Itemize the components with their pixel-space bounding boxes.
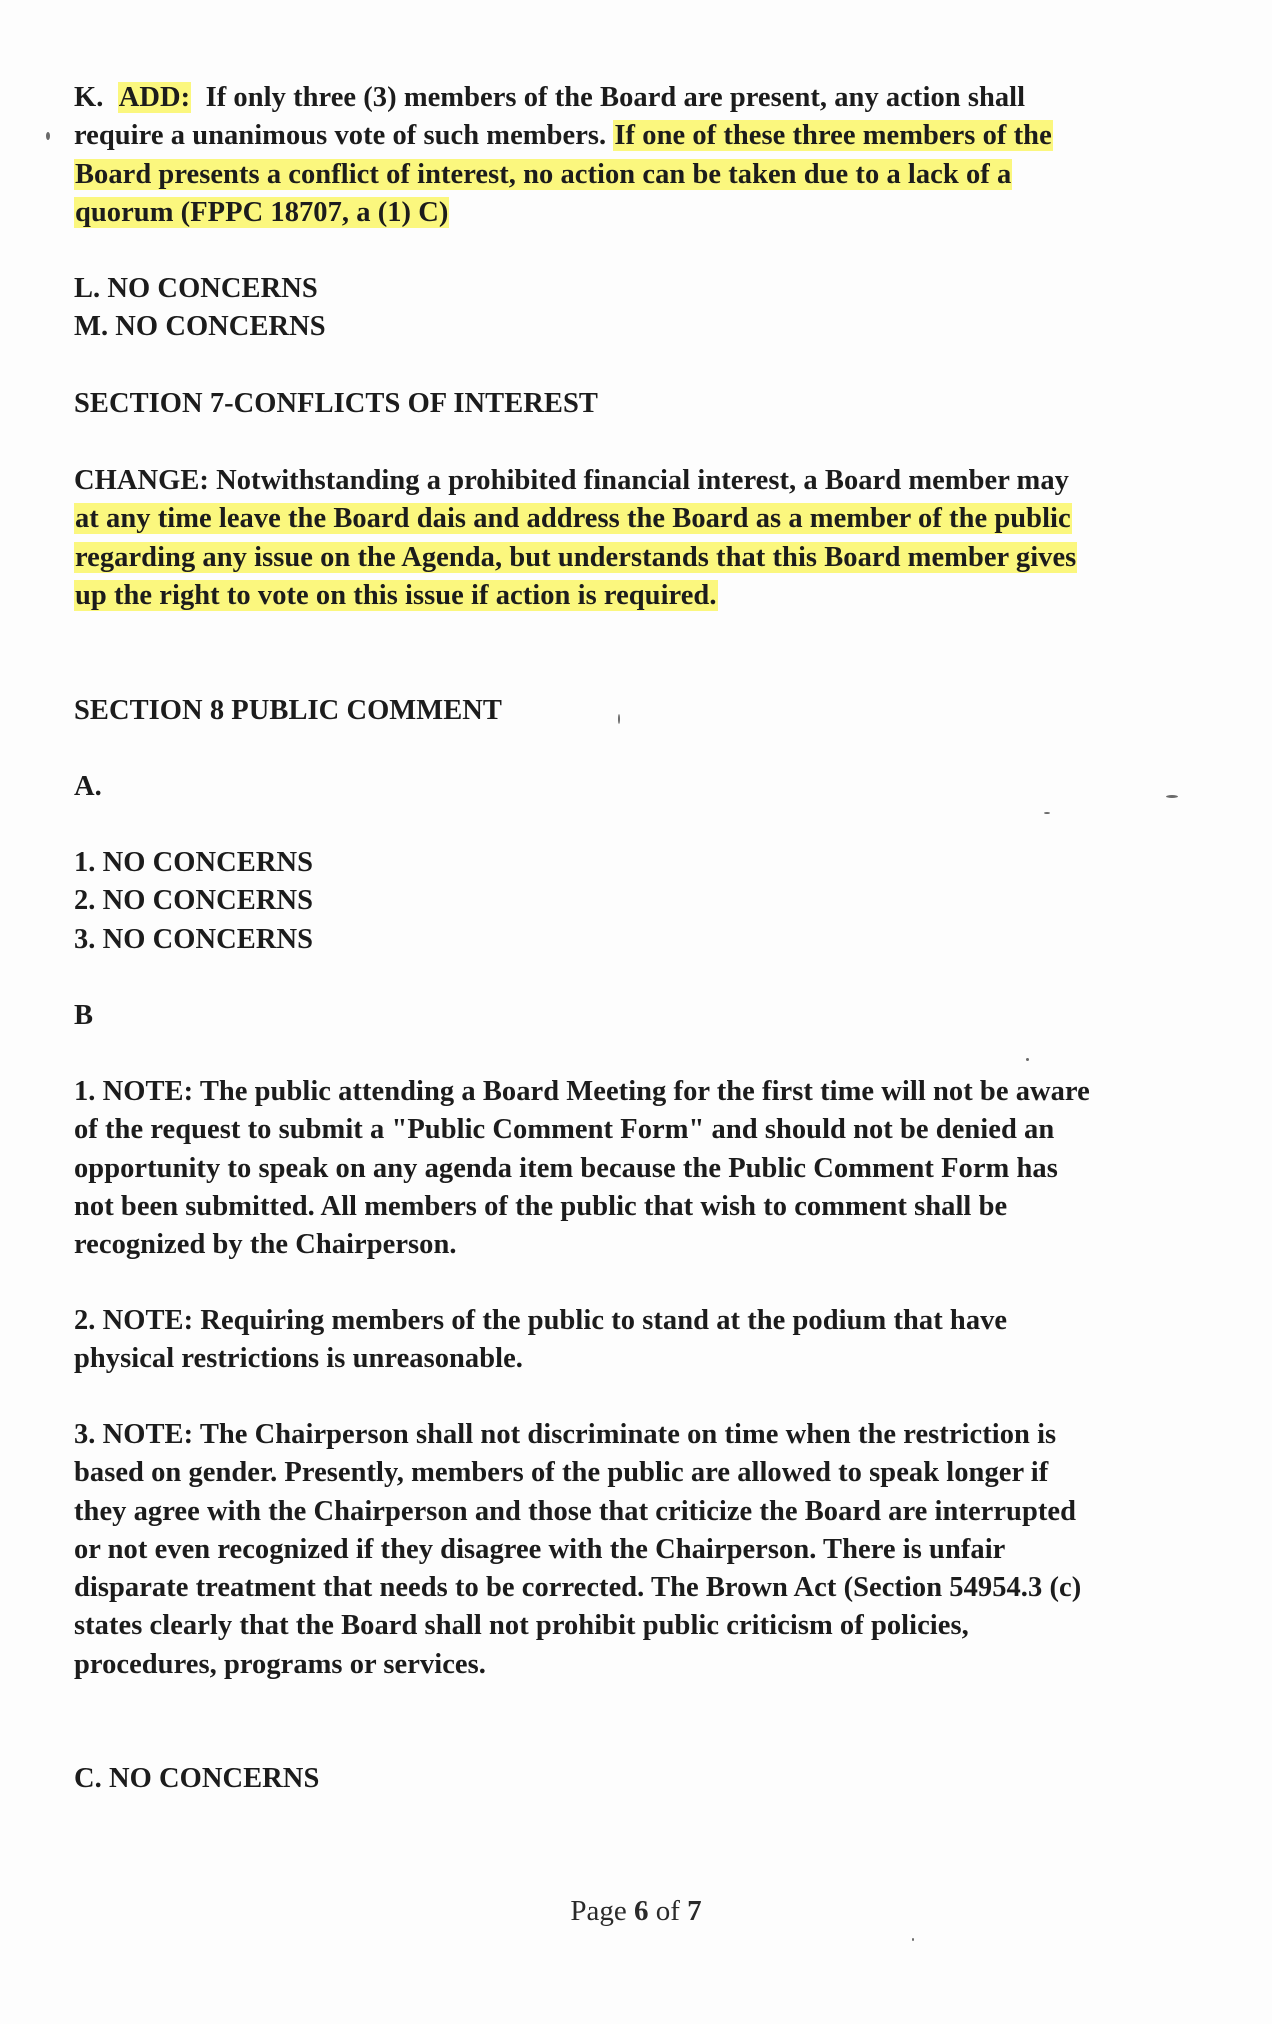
scan-speck (1044, 812, 1050, 814)
scan-speck (46, 132, 50, 140)
scan-speck (1166, 795, 1178, 798)
note-1-line: opportunity to speak on any agenda item because the Public Comment Form has (74, 1152, 1058, 1184)
section-7-highlight: at any time leave the Board dais and address the Board as a member of the public (75, 503, 1071, 535)
note-3-line: procedures, programs or services. (74, 1648, 486, 1680)
section-8-sub-c (74, 1760, 1254, 1798)
note-3-line: 3. NOTE: The Chairperson shall not discriminate on time when the restriction is (74, 1419, 1057, 1450)
item-k-text: require a unanimous vote of such members. (74, 120, 607, 152)
note-2-line: physical restrictions is unreasonable. (74, 1343, 523, 1375)
sub-a-label: A. (74, 771, 102, 802)
item-k-line-4 (74, 194, 1254, 232)
add-label-highlight: ADD: (118, 82, 191, 113)
note-3-line: states clearly that the Board shall not prohibit public criticism of policies, (74, 1610, 969, 1642)
page-total: 7 (687, 1895, 702, 1927)
note-3-line: or not even recognized if they disagree with the Chairperson. There is unfair (74, 1533, 1006, 1565)
note-3-line: they agree with the Chairperson and those that criticize the Board are interrupted (74, 1495, 1076, 1527)
item-k-highlight: quorum (FPPC 18707, a (1) C) (75, 196, 449, 228)
page-of: of (655, 1895, 680, 1927)
section-7-highlight: regarding any issue on the Agenda, but understands that this Board member gives (75, 541, 1077, 573)
scan-speck (1026, 1058, 1029, 1061)
page-number (0, 1895, 1272, 1928)
note-2 (74, 1302, 1254, 1379)
note-1-line: 1. NOTE: The public attending a Board Meeting for the first time will not be aware (74, 1076, 1090, 1107)
item-k-highlight: If one of these three members of the (614, 120, 1052, 152)
section-7-highlight: up the right to vote on this issue if action is required. (75, 579, 717, 611)
page-current: 6 (633, 1895, 649, 1927)
list-item: 2. NO CONCERNS (74, 885, 314, 917)
section-8-heading-block (74, 692, 1254, 730)
list-item: 1. NO CONCERNS (74, 847, 314, 878)
note-3 (74, 1416, 1254, 1684)
page-prefix: Page (570, 1895, 627, 1927)
item-k (74, 79, 1254, 232)
section-8-a-list (74, 844, 1254, 959)
sub-b-label: B (74, 1000, 94, 1031)
note-1-line: not been submitted. All members of the public that wish to comment shall be (74, 1190, 1008, 1222)
scan-speck (912, 1938, 914, 1941)
note-1 (74, 1073, 1254, 1264)
note-1-line: recognized by the Chairperson. (74, 1229, 457, 1261)
section-8-heading: SECTION 8 PUBLIC COMMENT (74, 695, 502, 726)
section-7-change (74, 462, 1254, 615)
item-k-label: K. (74, 82, 104, 113)
section-8-sub-a (74, 768, 1254, 806)
item-k-text: If only three (3) members of the Board are present, any action shall (205, 82, 1026, 113)
list-item: 3. NO CONCERNS (74, 923, 314, 955)
note-3-line: based on gender. Presently, members of the public are allowed to speak longer if (74, 1457, 1049, 1489)
item-k-line-1 (74, 79, 1254, 117)
sub-c-item: C. NO CONCERNS (74, 1763, 320, 1794)
section-7-heading: SECTION 7-CONFLICTS OF INTEREST (74, 388, 598, 419)
section-7-text: CHANGE: Notwithstanding a prohibited financial interest, a Board member may (74, 465, 1069, 496)
note-2-line: 2. NOTE: Requiring members of the public to stand at the podium that have (74, 1305, 1008, 1336)
item-k-line-3 (74, 156, 1254, 194)
items-l-m (74, 270, 1254, 347)
item-k-highlight: Board presents a conflict of interest, no action can be taken due to a lack of a (75, 158, 1012, 190)
item-l: L. NO CONCERNS (74, 273, 318, 304)
note-1-line: of the request to submit a "Public Comment Form" and should not be denied an (74, 1114, 1055, 1146)
section-7-heading-block (74, 385, 1254, 423)
item-k-line-2 (74, 117, 1254, 155)
scan-speck (618, 714, 620, 724)
note-3-line: disparate treatment that needs to be corrected. The Brown Act (Section 54954.3 (c) (74, 1572, 1082, 1604)
item-m: M. NO CONCERNS (74, 311, 326, 343)
section-8-sub-b (74, 997, 1254, 1035)
